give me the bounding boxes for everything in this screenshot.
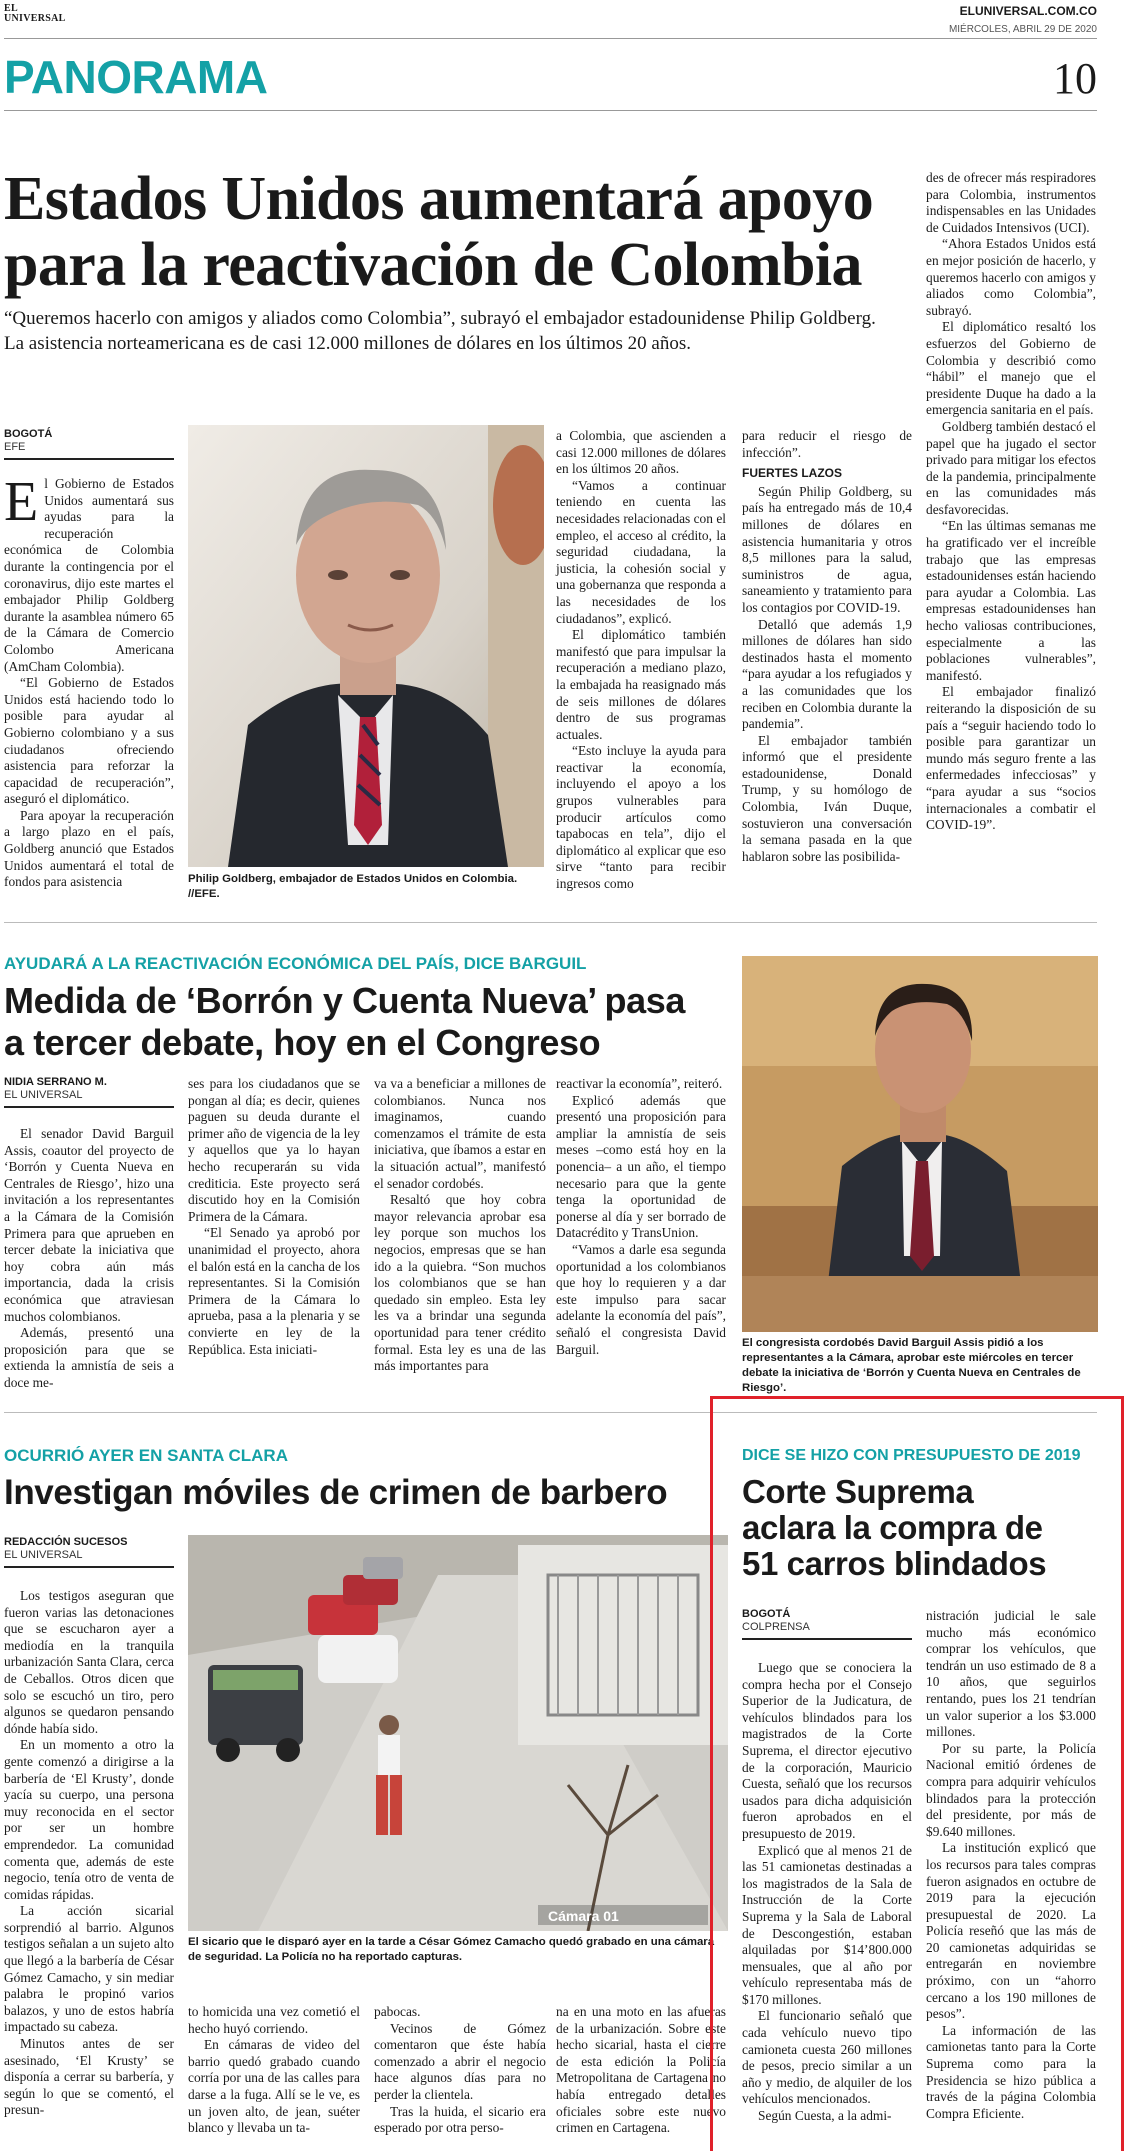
dropcap: E <box>4 471 39 533</box>
story1-headline-line1: Estados Unidos aumentará apoyo <box>4 165 874 233</box>
story4-col1-para: Luego que se conociera la compra hecha por el Consejo Superior de la Judicatura, de vehículos blindados para los magistrados de la Corte Suprema, el director ejecutivo de la corporación, Mauricio Cuesta, señaló que los recursos usados para dicha adquisición fueron aprobados en el presupuesto de 2019. <box>742 1660 912 1841</box>
story3-col4-para: na en una moto en las afueras de la urbanización. Sobre este hecho sicarial, hasta el cierre de esta edición la Policía Metropolitana de Cartagena no había entregado detalles oficiales sobre este nuevo crimen en Cartagena. <box>556 2004 726 2136</box>
story2-col3-para: Resaltó que hoy cobra mayor relevancia aprobar esa ley porque son muchos los negocios, empresas que se han ido a la quiebra. “Son muchos los colombianos que se han quedado sin empleo. Esta ley les va a brindar una segunda oportunidad para tener crédito formal. Esta ley es una de las más importantes para <box>374 1192 546 1374</box>
story1-headline-line2: para la reactivación de Colombia <box>4 231 862 299</box>
story2-column-2 <box>188 1076 360 1358</box>
story3-photo <box>188 1535 728 1931</box>
story3-kicker: OCURRIÓ AYER EN SANTA CLARA <box>4 1446 288 1465</box>
story3-photo-caption: El sicario que le disparó ayer en la tarde a César Gómez Camacho quedó grabado en una cámara de seguridad. La Policía no ha reportado capturas. <box>188 1936 715 1963</box>
story2-column-3 <box>374 1076 546 1375</box>
story3-column-1 <box>4 1588 174 2119</box>
story1-col4-para: Goldberg también destacó el papel que ha jugado el sector privado para mitigar los efectos de la pandemia, principalmente en las comunidades más desfavorecidas. <box>926 418 1096 517</box>
story4-col2-para: La institución explicó que los recursos para tales compras fueron asignados en octubre de 2019 para la ejecución presupuestal de 2020. La Policía reseñó que las más de 20 camionetas adquiridas se entregarán en noviembre próximo, con un “ahorro cercano a los 190 millones de pesos”. <box>926 1840 1096 2022</box>
story2-col4-para: reactivar la economía”, reiteró. <box>556 1076 723 1091</box>
story3-col1-para: Los testigos aseguran que fueron varias las detonaciones que se escucharon ayer a mediodía en la tranquila urbanización Santa Clara, cerca de Ceballos. Otros dicen que solo se escuchó un tiro, pero algunos se quedaron pensando dónde había sido. <box>4 1588 174 1736</box>
story2-column-4 <box>556 1076 726 1358</box>
story4-dateline: BOGOTÁ <box>742 1608 791 1620</box>
story1-byline <box>4 428 174 460</box>
story3-column-4 <box>556 2004 726 2137</box>
story1-col4-para: des de ofrecer más respiradores para Colombia, instrumentos indispensables en las Unidades de Cuidados Intensivos (UCI). <box>926 170 1096 235</box>
story1-col4-para: El embajador finalizó reiterando la disposición de su país a “seguir haciendo todo lo posible para garantizar un mundo más seguro frente a las enfermedades infecciosas” y “para ayudar a sus “socios internacionales a combatir el COVID-19”. <box>926 684 1096 833</box>
story4-byline <box>742 1608 912 1640</box>
story4-column-1 <box>742 1660 912 2125</box>
story1-col1-para <box>4 471 174 675</box>
story4-col2-para: La información de las camionetas tanto para la Corte Suprema como para la Presidencia se hizo pública a través de la página Colombia Compra Eficiente. <box>926 2022 1096 2121</box>
story2-agency: EL UNIVERSAL <box>4 1089 174 1108</box>
story3-col3-para: Tras la huida, el sicario era esperado por otra perso- <box>374 2103 546 2136</box>
story3-agency: EL UNIVERSAL <box>4 1549 174 1568</box>
story2-headline <box>4 980 724 1064</box>
story3-col2-para: to homicida una vez cometió el hecho huyó corriendo. <box>188 2004 360 2036</box>
story1-column-1 <box>4 471 174 891</box>
story1-col3-para: Según Philip Goldberg, su país ha entregado más de 10,4 millones de dólares en asistencia humanitaria y otros 8,5 millones para la salud, suministros de agua, saneamiento y tratamiento para los contagios por COVID-19. <box>742 483 912 615</box>
story3-col3-para: pabocas. <box>374 2004 421 2019</box>
security-camera-image <box>188 1535 728 1931</box>
story1-col2-para: a Colombia, que ascienden a casi 12.000 millones de dólares en los últimos 20 años. <box>556 428 726 477</box>
story4-col2-para: nistración judicial le sale mucho más económico comprar los vehículos, que tendrán un uso estimado de 8 a 10 años, que seguirlos rentando, pues los 21 tendrían un valor superior a los $3.000 millones. <box>926 1608 1096 1740</box>
story3-col1-para: La acción sicarial sorprendió al barrio. Algunos testigos señalan a un sujeto alto que llegó a la barbería de César Gómez Camacho, y sin mediar palabra le propinó varios balazos, y uno de estos habría impactado su cabeza. <box>4 1903 174 2035</box>
story3-col1-para: En un momento a otro la gente comenzó a dirigirse a la barbería de ‘El Krusty’, donde yacía su cuerpo, una persona muy reconocida en el sector por ser un hombre emprendedor. La comunidad comenta que, además de este negocio, tenía otro de venta de comidas rápidas. <box>4 1737 174 1902</box>
story1-col4-para: “En las últimas semanas me ha gratificado ver el increíble trabajo que las empresas estadounidenses están haciendo para ayudar a Colombia. Las empresas estadounidenses han hecho valiosas contribuciones, especialmente a las poblaciones vulnerables”, manifestó. <box>926 518 1096 683</box>
masthead-logo <box>4 4 66 24</box>
story1-col3-para: Detalló que además 1,9 millones de dólares han sido destinados hasta el momento “para ayudar a los refugiados y a las comunidades que los reciben en Colombia durante la pandemia”. <box>742 616 912 732</box>
story2-col4-para: Explicó además que presentó una proposición para ampliar la amnistía de seis meses –como está hoy en la ponencia– a un año, el tiempo necesario para que la gente tenga la oportunidad de ponerse al día y ser borrado de Datacrédito y TransUnion. <box>556 1092 726 1241</box>
story2-headline-line2: a tercer debate, hoy en el Congreso <box>4 1022 601 1063</box>
story2-kicker: AYUDARÁ A LA REACTIVACIÓN ECONÓMICA DEL PAÍS, DICE BARGUIL <box>4 954 587 973</box>
story4-col1-para: Según Cuesta, a la admi- <box>758 2108 892 2124</box>
header-divider <box>4 38 1097 39</box>
story3-byline <box>4 1536 174 1568</box>
story4-col1-para: El funcionario señaló que cada vehículo nuevo tipo camioneta cuesta 260 millones de pesos, precio similar a un año y medio, de alquiler de los vehículos mencionados. <box>742 2008 912 2107</box>
issue-date: MIÉRCOLES, ABRIL 29 DE 2020 <box>948 24 1097 35</box>
story1-column-3 <box>742 428 912 865</box>
story3-col3-para: Vecinos de Gómez comentaron que éste había comenzado a abrir el negocio hace algunos días para no perder la clientela. <box>374 2020 546 2102</box>
story1-dateline: BOGOTÁ <box>4 428 53 440</box>
story2-col1-para: Además, presentó una proposición para que se extienda la amnistía de seis a doce me- <box>4 1325 174 1390</box>
story2-col2-para: ses para los ciudadanos que se pongan al día; es decir, quienes paguen su deuda durante el primer año de vigencia de la ley y aquellos que ya lo hayan hecho recuperarán su vida crediticia. Este proyecto será discutido hoy en la Comisión Primera de la Cámara. <box>188 1076 360 1224</box>
story2-byline <box>4 1076 174 1108</box>
story-divider <box>4 922 1097 923</box>
story1-deck: “Queremos hacerlo con amigos y aliados como Colombia”, subrayó el embajador estadounidense Philip Goldberg. La asistencia norteamericana es de casi 12.000 millones de dólares en los últimos 20 años. <box>4 308 876 354</box>
story2-photo <box>742 956 1098 1332</box>
story1-col3-para: para reducir el riesgo de infección”. <box>742 428 912 460</box>
story4-headline-line2: aclara la compra de <box>742 1509 1043 1546</box>
story2-col1-para: El senador David Barguil Assis, coautor del proyecto de ‘Borrón y Cuenta Nueva en Centrales de Riesgo’, hizo una invitación a los representantes a la Cámara de la Comisión Primera para que aprueben en tercer debate la iniciativa que hoy cobra aún más importancia, dada la crisis económica que atraviesan muchos colombianos. <box>4 1126 174 1324</box>
story4-agency: COLPRENSA <box>742 1621 912 1640</box>
story3-col1-para: Minutos antes de ser asesinado, ‘El Krusty’ se disponía a cerrar su barbería, y según lo que se comentó, el presun- <box>4 2036 174 2118</box>
goldberg-portrait-image <box>188 425 544 867</box>
story2-col4-para: “Vamos a darle esa segunda oportunidad a los colombianos que hoy lo requieren y a dar este impulso para sacar adelante la economía del país”, señaló el congresista David Barguil. <box>556 1241 726 1357</box>
story2-col2-para: “El Senado ya aprobó por unanimidad el proyecto, ahora el balón está en la cancha de los representantes. Si la Comisión Primera de la Cámara lo aprueba, pasa a la plenaria y se convierte en ley de la República. Esta iniciati- <box>188 1225 360 1357</box>
story4-headline-line1: Corte Suprema <box>742 1473 974 1510</box>
site-url[interactable]: ELUNIVERSAL.COM.CO <box>959 4 1097 18</box>
story1-column-4 <box>926 170 1096 834</box>
story3-col2-para: En cámaras de video del barrio quedó grabado cuando corría por una de las calles para darse a la fuga. Allí se le ve, es un joven alto, de jean, suéter blanco y llevaba un ta- <box>188 2037 360 2136</box>
story1-col4-para: “Ahora Estados Unidos está en mejor posición de hacerlo, y queremos hacerlo con amigos y aliados como Colombia”, subrayó. <box>926 236 1096 318</box>
story1-photo-caption: Philip Goldberg, embajador de Estados Unidos en Colombia. //EFE. <box>188 873 518 900</box>
story1-col2-para: El diplomático también manifestó que para impulsar la recuperación a mediano plazo, la embajada ha reasignado más de seis millones de dólares dentro de sus programas actuales. <box>556 627 726 742</box>
story4-col2-para: Por su parte, la Policía Nacional emitió órdenes de compra para adquirir vehículos blindados para la protección del presidente, por más de $9.640 millones. <box>926 1740 1096 1839</box>
barguil-portrait-image <box>742 956 1098 1332</box>
story1-col1-para: Para apoyar la recuperación a largo plazo en el país, Goldberg anunció que Estados Unidos aumentará el total de fondos para asistencia <box>4 807 174 890</box>
story1-col1-text: l Gobierno de Estados Unidos aumentará sus ayudas para la recuperación económica de Colombia durante la contingencia por el coronavirus, dijo este martes el embajador Philip Goldberg durante la asamblea número 65 de la Cámara de Comercio Colombo Americana (AmCham Colombia). <box>4 476 174 674</box>
section-divider <box>4 110 1097 111</box>
story1-photo <box>188 425 544 867</box>
story2-col3-para: va va a beneficiar a millones de colombianos. Nunca nos imaginamos, cuando comenzamos el trámite de esta iniciativa, que íbamos a estar en la situación actual”, manifestó el senador cordobés. <box>374 1076 546 1191</box>
story1-headline <box>4 166 904 298</box>
story2-column-1 <box>4 1126 174 1392</box>
story1-col3-para: El embajador también informó que el presidente estadounidense, Donald Trump, y su homólogo de Colombia, Iván Duque, sostuvieron una conversación la semana pasada en la que hablaron sobre las posibilida- <box>742 732 912 864</box>
story1-col1-para: “El Gobierno de Estados Unidos está haciendo todo lo posible para ayudar al Gobierno colombiano y a sus ciudadanos ofreciendo asistencia para reforzar la capacidad de recuperación”, aseguró el diplomático. <box>4 675 174 807</box>
section-title: PANORAMA <box>4 51 268 103</box>
story1-col2-para: “Vamos a continuar teniendo en cuenta las necesidades relacionadas con el empleo, el acceso al crédito, la seguridad ciudadana, la justicia, la cohesión social y una gobernanza que responda a las necesidades de los ciudadanos”, explicó. <box>556 477 726 626</box>
story2-photo-caption: El congresista cordobés David Barguil Assis pidió a los representantes a la Cámara, aprobar este miércoles en tercer debate la iniciativa de ‘Borrón y Cuenta Nueva en Centrales de Riesgo’. <box>742 1337 1081 1394</box>
story3-column-3 <box>374 2004 546 2137</box>
story1-col4-para: El diplomático resaltó los esfuerzos del Gobierno de Colombia y describió como “hábil” el manejo que el presidente Duque ha dado a la emergencia sanitaria en el país. <box>926 319 1096 418</box>
story4-headline <box>742 1474 1102 1582</box>
logo-line-1: EL <box>4 3 18 14</box>
story4-column-2 <box>926 1608 1096 2122</box>
story4-kicker: DICE SE HIZO CON PRESUPUESTO DE 2019 <box>742 1447 1081 1464</box>
camera-timestamp: Cámara 01 <box>548 1908 619 1924</box>
story1-col2-para: “Esto incluye la ayuda para reactivar la economía, incluyendo el apoyo a los grupos vulnerables para producir artículos como tapabocas en tela”, dijo el diplomático al explicar que eso sirve “tanto para recibir ingresos como <box>556 743 726 892</box>
story2-headline-line1: Medida de ‘Borrón y Cuenta Nueva’ pasa <box>4 980 685 1021</box>
story4-headline-line3: 51 carros blindados <box>742 1545 1047 1582</box>
story3-headline: Investigan móviles de crimen de barbero <box>4 1473 668 1512</box>
story1-subhead: FUERTES LAZOS <box>742 466 843 481</box>
story1-column-2 <box>556 428 726 893</box>
page-number: 10 <box>1053 54 1097 103</box>
story1-agency: EFE <box>4 441 174 460</box>
story4-col1-para: Explicó que al menos 21 de las 51 camionetas destinadas a los magistrados de la Sala de Instrucción de la Corte Suprema y la Sala de Laboral de Descongestión, estaban alquiladas por $14’800.000 mensuales, que al año por vehículo representaba más de $170 millones. <box>742 1842 912 2007</box>
story3-author: REDACCIÓN SUCESOS <box>4 1536 128 1548</box>
logo-line-2: UNIVERSAL <box>4 13 66 24</box>
story2-author: NIDIA SERRANO M. <box>4 1076 107 1088</box>
story3-column-2 <box>188 2004 360 2137</box>
